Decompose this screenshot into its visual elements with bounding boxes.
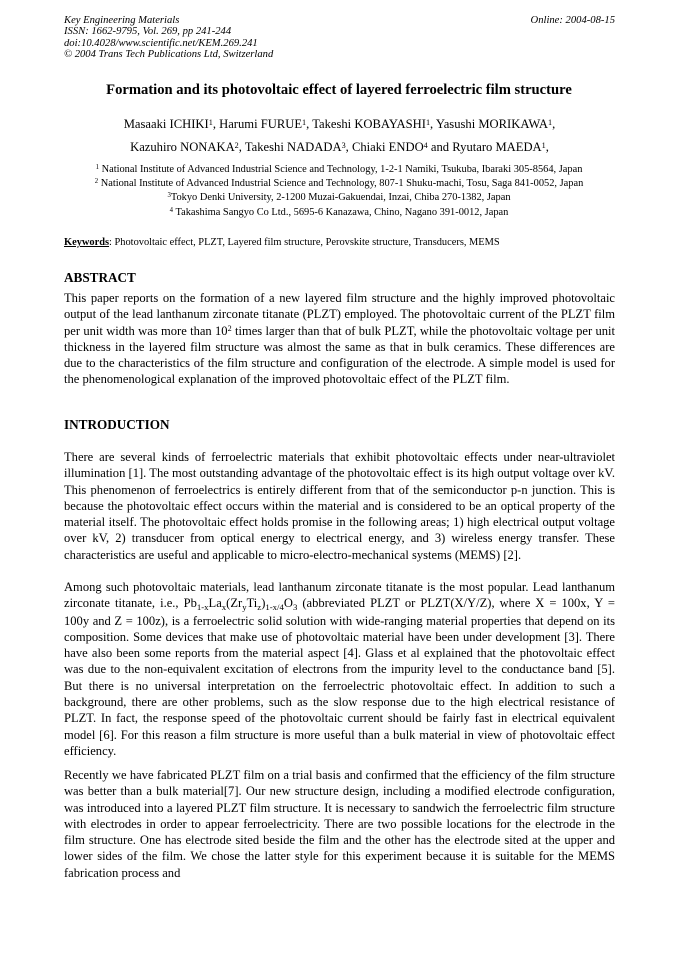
formula-part: O	[283, 596, 293, 611]
keywords-line	[64, 237, 615, 248]
affiliation-number: 3	[167, 192, 171, 200]
abstract-text: times larger than that of bulk PLZT, while the photovoltaic voltage per unit thickness in the layered film structure was almost the same as that in bulk ceramics. These differences are due to the characteristics of the film structure and configuration of the electrode. A simple model is used for the phenomenological explanation of the improved photovoltaic effect of the PLZT film.	[64, 323, 616, 387]
author-name: Ryutaro MAEDA	[452, 140, 542, 154]
formula-subscript: y	[242, 602, 247, 613]
abstract-heading: ABSTRACT	[64, 270, 136, 285]
author-affiliation-mark: 1	[302, 118, 307, 127]
affiliation-number: 1	[95, 164, 99, 171]
formula-part: Ti	[246, 596, 258, 611]
formula-subscript: z	[257, 602, 262, 613]
author-affiliation-mark: 1	[548, 118, 553, 127]
intro-text: (abbreviated PLZT or PLZT(X/Y/Z), where X = 100x, Y = 100y and Z = 100z), is a ferroelectric solid solution with wide-ranging material properties that depend on its composition. Some devices that make use of photovoltaic material have been under development [3]. There have also been some reports from the material aspect [4]. Glass et al explained that the photovoltaic effect was due to the non-equivalent excitation of electrons from the impurity level to the conductance band [5]. But there is no universal interpretation on the ferroelectric photovoltaic effect. In addition to such a background, there are other problems, such as the slow response due to the high electrical resistance of PLZT. In fact, the response speed of the photovoltaic current should be fairly fast in electrical equivalent model [6]. For this reason a film structure is more useful than a bulk material in view of photovoltaic effect efficiency.	[64, 596, 615, 758]
author-separator: ,	[306, 117, 313, 131]
author-name: Yasushi MORIKAWA	[435, 117, 548, 131]
intro-paragraph-3: Recently we have fabricated PLZT film on a trial basis and confirmed that the efficiency of the film structure was better than a bulk material[7]. Our new structure design, including a modified electrode configuration, was introduced into a layered PLZT film structure. It is necessary to sandwich the ferroelectric film structure with electrodes in order to appear ferroelectricity. There are two possible locations for the electrode in the film structure. One has electrode sited beside the film and the other has the electrode sited at the upper and lower sides of the film. We chose the latter style for this experiment because it is suitable for the MEMS fabrication process and	[64, 768, 615, 880]
journal-header	[64, 15, 615, 61]
abstract-paragraph	[64, 290, 615, 388]
author-list	[64, 113, 615, 159]
journal-doi: doi:10.4028/www.scientific.net/KEM.269.241	[64, 37, 258, 49]
author-affiliation-mark: 1	[425, 118, 431, 127]
author-name: Chiaki ENDO	[351, 140, 424, 154]
formula-part: La	[208, 596, 222, 611]
author-separator: ,	[545, 140, 549, 154]
author-affiliation-mark: 1	[541, 141, 546, 150]
formula-subscript: 3	[292, 602, 298, 613]
author-separator: ,	[552, 117, 556, 131]
author-and: and	[427, 140, 453, 154]
affiliation	[40, 191, 638, 205]
intro-paragraph-1: There are several kinds of ferroelectric materials that exhibit photovoltaic effects under near-ultraviolet illumination [1]. The most outstanding advantage of the photovoltaic effect is its high output voltage over kV. This phenomenon of ferroelectrics is entirely different from that of the semiconductor p-n junction. This is because the photovoltaic effect occurs within the material and is considered to be an optical property of the material itself. The photovoltaic effect holds promise in the following areas; 1) high electrical output voltage over kV, 2) transducer from optical energy to electrical energy, and 3) wireless energy transfer. These characteristics are useful and applicable to micro-electro-mechanical systems (MEMS) [2].	[64, 450, 615, 562]
abstract-text: This paper reports on the formation of a new layered film structure and the highly improved photovoltaic output of the lead lanthanum zirconate titanate (PLZT) employed. The photovoltaic current of the PLZT film per unit width was more than 10	[64, 291, 615, 338]
formula-subscript: x	[221, 602, 227, 613]
affiliation	[40, 177, 638, 191]
formula-subscript: 1-x	[196, 602, 209, 613]
online-date: Online: 2004-08-15	[530, 15, 615, 26]
author-name: Kazuhiro NONAKA	[130, 140, 235, 154]
affiliation-number: 2	[94, 178, 99, 186]
affiliation-text: Takashima Sangyo Co Ltd., 5695-6 Kanazawa, Chino, Nagano 391-0012, Japan	[175, 206, 509, 218]
affiliation-text: Tokyo Denki University, 2-1200 Muzai-Gakuendai, Inzai, Chiba 270-1382, Japan	[170, 192, 511, 204]
formula-subscript: 1-x/4	[265, 602, 284, 613]
intro-paragraph-2	[64, 579, 615, 759]
journal-name: Key Engineering Materials	[64, 15, 180, 26]
author-name: Masaaki ICHIKI	[123, 117, 209, 131]
journal-copyright: © 2004 Trans Tech Publications Ltd, Switzerland	[64, 49, 274, 61]
author-separator: ,	[238, 140, 245, 154]
author-separator: ,	[345, 140, 352, 154]
introduction-heading: INTRODUCTION	[64, 417, 170, 432]
journal-issn: ISSN: 1662-9795, Vol. 269, pp 241-244	[64, 26, 232, 38]
author-separator: ,	[212, 117, 220, 131]
intro-text: Among such photovoltaic materials, lead lanthanum zirconate titanate is the most popular. Lead lanthanum zirconate titanate, i.e., Pb	[64, 580, 615, 611]
author-affiliation-mark: 2	[234, 141, 239, 150]
author-name: Takeshi KOBAYASHI	[312, 117, 426, 131]
paper-title: Formation and its photovoltaic effect of layered ferroelectric film structure	[106, 82, 572, 98]
author-affiliation-mark: 4	[423, 141, 428, 150]
affiliation-text: National Institute of Advanced Industrial Science and Technology, 1-2-1 Namiki, Tsukuba, Ibaraki 305-8564, Japan	[101, 164, 583, 175]
affiliation-text: National Institute of Advanced Industrial Science and Technology, 807-1 Shuku-machi, Tosu, Saga 841-0052, Japan	[100, 178, 584, 190]
author-name: Harumi FURUE	[219, 117, 303, 131]
author-affiliation-mark: 1	[208, 118, 213, 127]
affiliation-number: 4	[169, 206, 174, 214]
author-name: Takeshi NADADA	[244, 140, 342, 154]
exponent: 2	[227, 323, 232, 333]
affiliation	[40, 206, 638, 220]
formula-part: )	[261, 596, 266, 611]
keywords-text: : Photovoltaic effect, PLZT, Layered film structure, Perovskite structure, Transducers, MEMS	[109, 237, 500, 248]
author-affiliation-mark: 3	[341, 141, 346, 150]
keywords-label: Keywords	[64, 237, 110, 248]
formula-part: (Zr	[226, 596, 243, 611]
author-separator: ,	[430, 117, 436, 131]
affiliation	[40, 163, 638, 177]
affiliation-list	[40, 163, 638, 220]
